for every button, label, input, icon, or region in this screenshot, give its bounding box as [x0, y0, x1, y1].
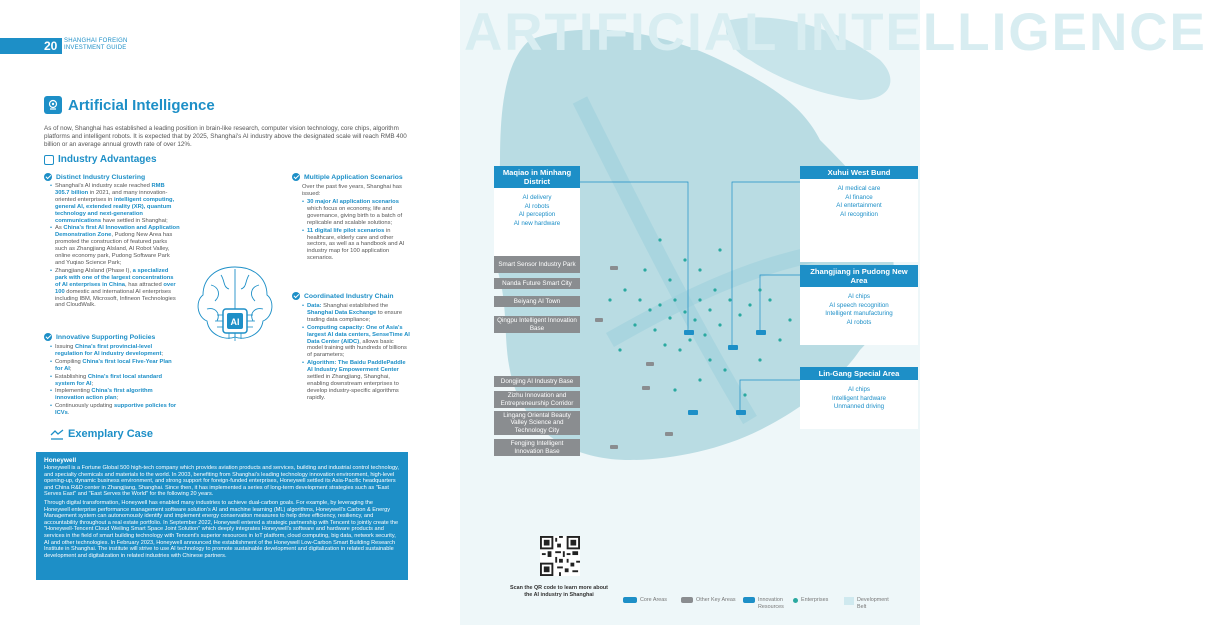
- list-item: • Continuously updating supportive policies for ICVs.: [50, 403, 180, 417]
- list-item: • Zhangjiang AIsland (Phase I), a specialized park with one of the largest concentrations of AI enterprises in China, has attracted over 100 domestic and international AI enterprises including IBM, Microsoft, Infineon Technologies and CloudWalk.: [50, 268, 180, 309]
- core-area-name: Lin-Gang Special Area: [800, 367, 918, 380]
- check-icon: [292, 292, 300, 300]
- list-item: • Computing capacity: One of Asia's largest AI data centers, SenseTime AI Data Center (AIDC), allows basic model training with hundreds of billions of parameters;: [302, 325, 410, 360]
- enterprise-swatch: [793, 598, 798, 603]
- label-zizhu: Zizhu Innovation and Entrepreneurship Corridor: [494, 391, 580, 408]
- core-area-name: Zhangjiang in Pudong New Area: [800, 265, 918, 287]
- label-fengjing: Fengjing Intelligent Innovation Base: [494, 439, 580, 456]
- list-item: • 11 digital life pilot scenarios in healthcare, elderly care and other sectors, as well as a handbook and AI industry map for 100 application scenarios.: [302, 228, 410, 263]
- label-qingpu: Qingpu Intelligent Innovation Base: [494, 316, 580, 333]
- label-smart-sensor: Smart Sensor Industry Park: [494, 256, 580, 273]
- core-area-name: Xuhui West Bund: [800, 166, 918, 179]
- list-item: • Establishing China's first local standard system for AI;: [50, 374, 180, 388]
- guide-line-2: INVESTMENT GUIDE: [64, 45, 127, 51]
- case-paragraph-2: Through digital transformation, Honeywell has enabled many industries to achieve dual-carbon goals. For example, by leveraging the Honeywell enterprise performance management software solution's AI and machine learning (ML) algorithms, Honeywell's Carbon & Energy Management system can autonomously identify and implement energy conservation measures to help drive efficiency, resiliency, and accountability throughout a real estate portfolio. In September 2022, Honeywell entered a strategic partnership with Tencent to jointly create the "Honeywell-Tencent Cloud Weiling Smart Space Joint Solution" which deeply integrates Honeywell's software and hardware products and services in the field of smart building technology with Tencent's superior resources in IoT platform, cloud computing, big data, network security, AI and other technologies. In February 2023, Honeywell announced the establishment of the Honeywell Low-Carbon Smart Building Research Institute in Shanghai. The institute will strive to use AI technology to promote sustainable development and digitalization in related sustainable development and digitalization in related industries with Chinese partners.: [44, 499, 399, 559]
- page-title: Artificial Intelligence: [68, 96, 215, 114]
- case-company: Honeywell: [44, 457, 77, 464]
- coordinated-chain-list: [302, 303, 410, 403]
- core-area-swatch: [623, 597, 637, 603]
- honeywell-case-box: [36, 452, 408, 580]
- callout-xuhui: [800, 166, 918, 262]
- page-number: 20: [44, 39, 58, 53]
- legend-innovation: Innovation Resources: [743, 597, 790, 610]
- policies-list: [50, 344, 180, 418]
- list-item: • Data: Shanghai established the Shanghai Data Exchange to ensure trading data compliance;: [302, 303, 410, 324]
- industry-advantages-heading: Industry Advantages: [44, 154, 157, 165]
- label-lingang-valley: Lingang Oriental Beauty Valley Science and Technology City: [494, 411, 580, 435]
- legend-development-belt: Development Belt: [844, 597, 891, 610]
- multiple-scenarios-list: [302, 199, 410, 263]
- ai-head-icon: [44, 96, 62, 114]
- label-beiyang: Beiyang AI Town: [494, 296, 580, 307]
- brain-chip-label: AI: [230, 317, 240, 327]
- core-area-items: AI delivery AI robots AI perception AI new hardware: [513, 194, 561, 227]
- map-big-title: ARTIFICIAL INTELLIGENCE: [464, 3, 1207, 62]
- handshake-icon: [50, 428, 64, 440]
- callout-zhangjiang: [800, 265, 918, 345]
- legend-other-areas: Other Key Areas: [681, 597, 736, 604]
- legend-core-areas: Core Areas: [623, 597, 667, 604]
- intro-paragraph: As of now, Shanghai has established a leading position in brain-like research, computer vision technology, core chips, algorithm platforms and intelligent robots. It is expected that by 2025, Shanghai's AI industry above the designated scale will reach RMB 400 billion or an average annual growth rate of over 12%.: [44, 125, 407, 148]
- ai-brain-illustration: [185, 255, 285, 355]
- callout-lingang: [800, 367, 918, 429]
- core-area-items: AI medical care AI finance AI entertainment AI recognition: [836, 185, 882, 218]
- label-dongjing: Dongjing AI Industry Base: [494, 376, 580, 387]
- list-item: • As China's first AI Innovation and Application Demonstration Zone, Pudong New Area has promoted the construction of featured parks such as Zhangjiang AIsland, AI Robot Valley, online economy park, Pudong Software Park and Yuqiao Science Park;: [50, 225, 180, 266]
- development-belt-swatch: [844, 597, 854, 605]
- check-icon: [44, 173, 52, 181]
- exemplary-case-heading: Exemplary Case: [50, 428, 153, 440]
- list-item: • Shanghai's AI industry scale reached RMB 305.7 billion in 2021, and many innovation-oriented enterprises in intelligent computing, general AI, extended reality (XR), quantum technology and next-generation communications have settled in Shanghai;: [50, 183, 180, 224]
- legend-enterprises: Enterprises: [793, 597, 828, 604]
- check-icon: [292, 173, 300, 181]
- coordinated-chain-heading: Coordinated Industry Chain: [292, 292, 394, 300]
- innovation-swatch: [743, 597, 755, 603]
- list-item: • Issuing China's first provincial-level regulation for AI industry development;: [50, 344, 180, 358]
- list-item: • 30 major AI application scenarios which focus on economy, life and governance, giving birth to a batch of replicable and scalable solutions;: [302, 199, 410, 227]
- check-icon: [44, 333, 52, 341]
- qr-caption: Scan the QR code to learn more about the AI industry in Shanghai: [510, 585, 608, 598]
- label-nanda: Nanda Future Smart City: [494, 278, 580, 289]
- list-item: • Implementing China's first algorithm innovation action plan;: [50, 388, 180, 402]
- chart-icon: [44, 155, 54, 165]
- core-area-name: Maqiao in Minhang District: [494, 166, 580, 188]
- other-area-swatch: [681, 597, 693, 603]
- policies-heading: Innovative Supporting Policies: [44, 333, 155, 341]
- core-area-items: AI chips Intelligent hardware Unmanned driving: [831, 386, 886, 410]
- section-title: [44, 96, 215, 114]
- list-item: • Compiling China's first local Five-Year Plan for AI;: [50, 359, 180, 373]
- case-paragraph-1: Honeywell is a Fortune Global 500 high-tech company which provides aviation products and services, building and industrial control technology, and specialty chemicals and materials to the world. In 2003, benefiting from Shanghai's leading technology innovation environment, high-level opening-up, dynamic business environment, and strong support for foreign-funded enterprises, Honeywell settled its Asia-Pacific headquarters and China R&D center in Zhangjiang, Shanghai. Since then, it has implemented a series of long-term development strategies such as "East Serves East" and "East Serves the World" for the following 20 years.: [44, 465, 399, 498]
- list-item: • Algorithm: The Baidu PaddlePaddle AI Industry Empowerment Center settled in Zhangjiang, Shanghai, enabling downstream enterprises to develop industry-specific algorithms rapidly.: [302, 360, 410, 401]
- guide-title: [64, 38, 128, 52]
- multiple-scenarios-intro: Over the past five years, Shanghai has issued:: [302, 184, 402, 197]
- distinct-clustering-list: [50, 183, 180, 310]
- guide-line-1: SHANGHAI FOREIGN: [64, 38, 128, 44]
- callout-maqiao: [494, 166, 580, 262]
- multiple-scenarios-heading: Multiple Application Scenarios: [292, 173, 403, 181]
- qr-code[interactable]: [540, 536, 580, 576]
- distinct-clustering-heading: Distinct Industry Clustering: [44, 173, 145, 181]
- core-area-items: AI chips AI speech recognition Intelligent manufacturing AI robots: [825, 293, 893, 326]
